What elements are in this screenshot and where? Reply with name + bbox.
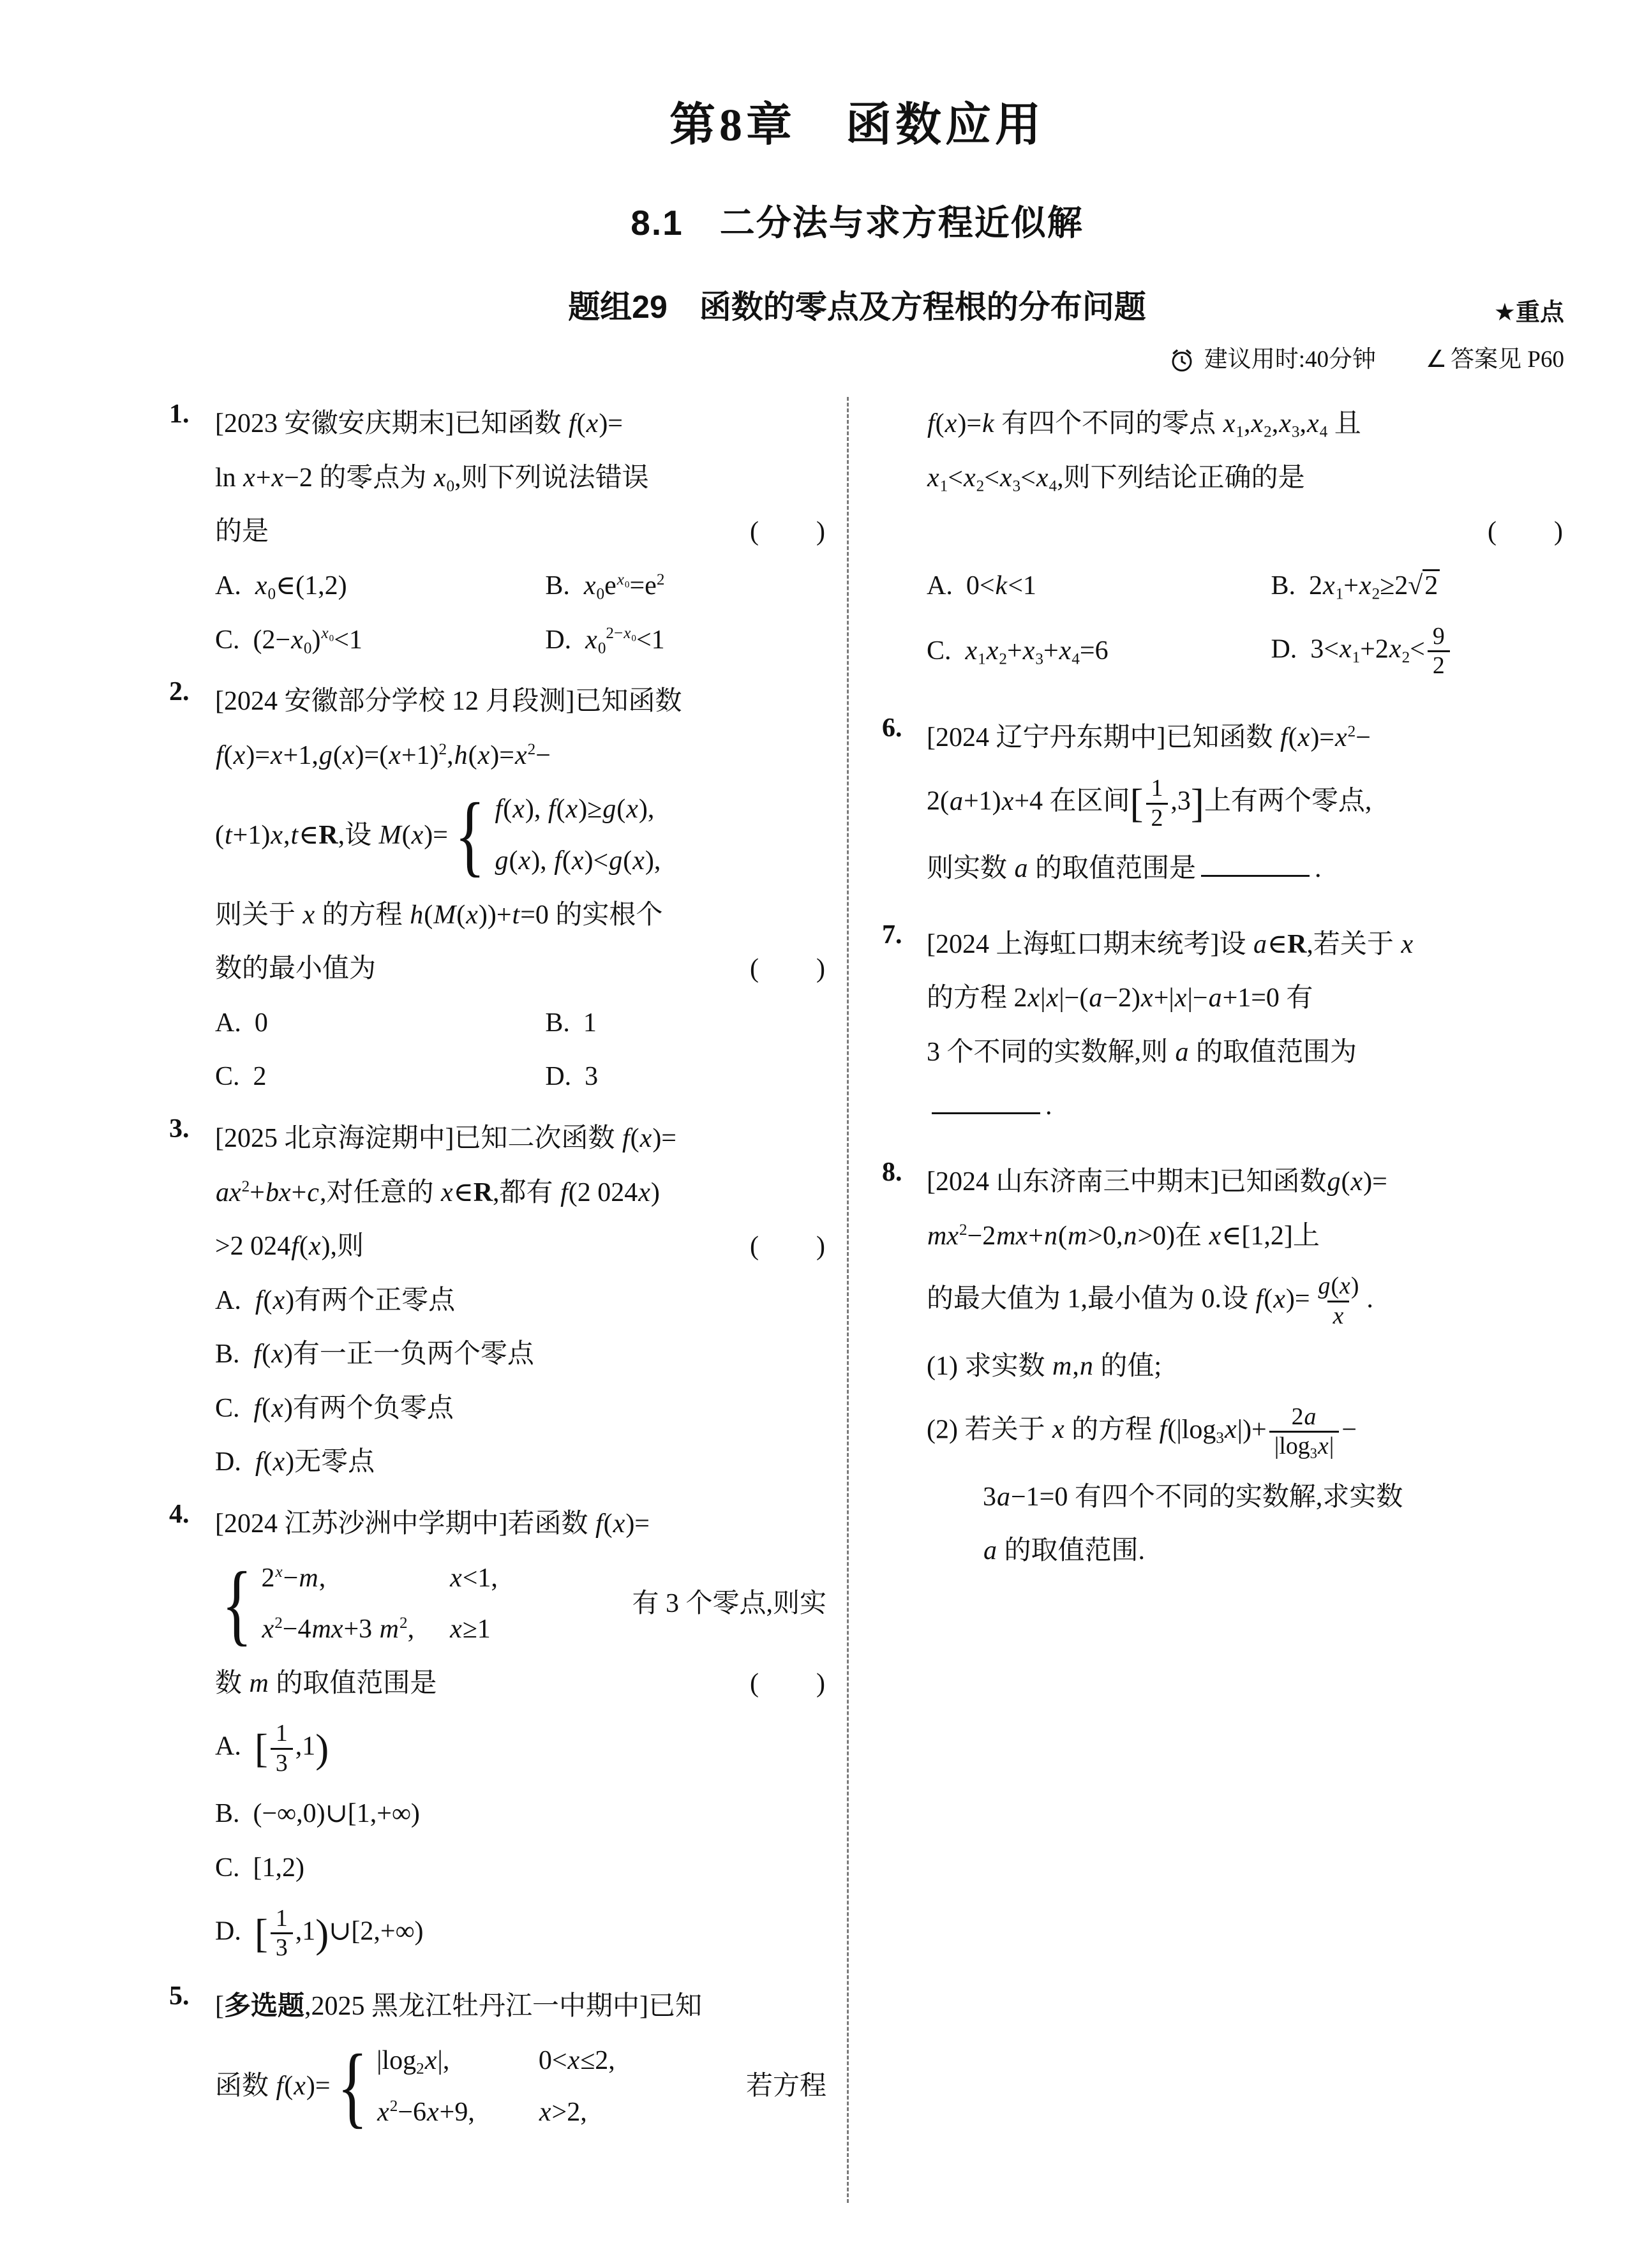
problem-line: [215, 2034, 826, 2139]
option-a: A. f(x)有两个正零点: [215, 1285, 456, 1315]
problem-body: [927, 918, 1564, 1133]
case-expression: $|\log_2x|$,: [377, 2046, 450, 2078]
option-d: D. f(x)无零点: [215, 1447, 375, 1477]
problem-body: [927, 711, 1564, 895]
column-right: [849, 397, 1564, 2203]
case-condition: x>2,: [539, 2097, 587, 2127]
section-title: 8.1 二分法与求方程近似解: [631, 202, 1084, 242]
problem-line: ln x+x−2 的零点为 $x_0$,则下列说法错误: [215, 463, 649, 495]
case-condition: x≥1: [450, 1615, 491, 1645]
problem-8: [882, 1155, 1564, 1578]
problem-line: $mx^2-2mx+n(m>0,n>0)$在 x∈[1,2]上: [927, 1221, 1320, 1251]
option-b: B. $2x_1+x_2\ge 2√2$: [1271, 569, 1564, 604]
answer-paren: ( ): [750, 517, 826, 547]
problem-number: 5.: [169, 1981, 190, 2011]
piecewise-cases: [331, 2035, 615, 2137]
problem-line: [2024 山东济南三中期末]已知函数g(x)=: [927, 1167, 1387, 1197]
options-row: [927, 559, 1564, 613]
problem-line: [2024 江苏沙洲中学期中]若函数 f(x)=: [215, 1509, 650, 1539]
option-d: D. 3: [545, 1062, 599, 1092]
problem-line: 则实数 a 的取值范围是 .: [927, 853, 1322, 883]
problem-body: [215, 397, 826, 667]
options-row: [927, 613, 1564, 690]
answer-paren: ( ): [750, 1232, 826, 1262]
problem-line: 3 个不同的实数解,则 a 的取值范围为: [927, 1037, 1357, 1067]
problem-6: [882, 711, 1564, 895]
problem-body: [927, 1155, 1564, 1578]
case-row: g(x), f(x)<g(x),: [495, 846, 661, 876]
problem-line: [多选题,2025 黑龙江牡丹江一中期中]已知: [215, 1990, 703, 2022]
problem-line: [215, 1220, 826, 1274]
problem-number: 8.: [882, 1157, 902, 1187]
option-d: D. [ $\frac{1}{3}$ ,1)∪[2,+∞): [215, 1904, 424, 1961]
problem-body: [215, 675, 826, 1104]
answer-paren: ( ): [750, 954, 826, 984]
problem-4: [150, 1497, 826, 1971]
problem-line: [2024 安徽部分学校 12 月段测]已知函数: [215, 687, 682, 717]
answer-angle-icon: ∠: [1426, 345, 1447, 373]
case-rows: [377, 2043, 615, 2130]
option-a: A. $x_0\in(1,2)$: [215, 571, 347, 603]
left-brace: {: [221, 1553, 253, 1654]
problem-number: 4.: [169, 1500, 190, 1530]
left-brace: {: [336, 2035, 368, 2137]
cases-suffix: 有 3 个零点,则实: [632, 1588, 826, 1618]
problem-line-text: 数的最小值为: [215, 954, 377, 984]
problem-line: [215, 1657, 826, 1711]
problem-line-text: >2 024f(x),则: [215, 1232, 364, 1262]
problem-line: 则关于 x 的方程 h(M(x))+t=0 的实根个: [215, 900, 663, 930]
option-c: C. f(x)有两个负零点: [215, 1393, 454, 1423]
group-title: 题组29 函数的零点及方程根的分布问题: [568, 289, 1146, 325]
problem-body: [215, 1497, 826, 1971]
problem-body: [215, 1979, 826, 2139]
problem-body: [215, 1112, 826, 1489]
problem-line: a 的取值范围.: [983, 1536, 1146, 1566]
cases-prefix: 函数 f(x)=: [215, 2071, 331, 2101]
problem-subpart-1: (1) 求实数 m,n 的值;: [927, 1352, 1161, 1382]
importance-label: 重点: [1515, 299, 1564, 326]
answer-paren: ( ): [1488, 517, 1564, 547]
problem-line: 3a−1=0 有四个不同的实数解,求实数: [983, 1482, 1403, 1512]
option-b: B. $x_0e^{x_0}=e^2$: [545, 571, 665, 603]
problem-line: .: [927, 1079, 1564, 1133]
case-expression: $x^2-4mx+3$ $m^2$,: [262, 1615, 415, 1645]
problem-line: $x_1<x_2<x_3<x_4$,则下列结论正确的是: [927, 463, 1305, 495]
problem-line: [215, 1551, 826, 1657]
left-brace: {: [454, 784, 486, 886]
clock-icon: [1169, 347, 1195, 373]
case-row: f(x), f(x)≥g(x),: [495, 795, 655, 824]
time-suggestion: 建议用时:40分钟: [1204, 346, 1376, 373]
problem-line: $f(x)=x+1,g(x)=(x+1)^2,h(x)=x^2-$: [216, 740, 551, 770]
case-rows: [262, 1561, 498, 1647]
problem-line: [215, 505, 826, 559]
problem-3: [150, 1112, 826, 1489]
cases-prefix: (t+1)x,t∈R,设 M(x)=: [215, 820, 448, 850]
option-a: A. [ $\frac{1}{3}$ ,1): [215, 1720, 329, 1777]
answer-reference-text: 答案见 P60: [1451, 347, 1564, 373]
importance-badge: [1494, 297, 1564, 329]
problem-number: 3.: [169, 1114, 190, 1144]
problem-line: [2023 安徽安庆期末]已知函数 f(x)=: [215, 409, 623, 439]
problem-7: [882, 918, 1564, 1133]
answer-reference: [1426, 344, 1564, 375]
problem-line: [215, 782, 826, 888]
option-b: B. f(x)有一正一负两个零点: [215, 1339, 534, 1369]
options-row: [215, 996, 826, 1050]
case-condition: 0<x≤2,: [538, 2046, 615, 2076]
problem-5: [150, 1979, 826, 2139]
problem-line: 2(a+1)x+4 在区间[ $\frac{1}{2}$ ,3]上有两个零点,: [927, 775, 1372, 832]
problem-number: 1.: [169, 399, 190, 429]
piecewise-cases: [215, 1553, 498, 1654]
problem-line-text: 的是: [215, 517, 269, 547]
problem-line: 的方程 2x|x|−(a−2)x+|x|−a+1=0 有: [927, 983, 1313, 1013]
content-columns: [150, 397, 1564, 2203]
problem-line: $ax^2+bx+c$,对任意的 x∈R,都有 f(2 024x): [216, 1177, 660, 1207]
problem-line: [2025 北京海淀期中]已知二次函数 f(x)=: [215, 1123, 676, 1153]
column-left: [150, 397, 826, 2203]
problem-2: [150, 675, 826, 1104]
meta-row: [150, 344, 1564, 375]
problem-line: 的最大值为 1,最小值为 0.设 f(x)= $\frac{g(x)}{x}$ .: [927, 1272, 1373, 1329]
star-icon: ★: [1493, 297, 1516, 326]
option-b: B. 1: [545, 1008, 597, 1038]
case-rows: [495, 792, 661, 878]
chapter-title: 第8章 函数应用: [669, 100, 1045, 151]
problem-line: f(x)=k 有四个不同的零点 $x_1,x_2,x_3,x_4$ 且: [927, 409, 1361, 441]
case-condition: x<1,: [450, 1563, 498, 1593]
problem-line: [215, 942, 826, 996]
option-a: A. 0: [215, 1008, 268, 1038]
answer-paren: ( ): [750, 1668, 826, 1698]
problem-number: 2.: [169, 677, 190, 707]
piecewise-cases: [448, 784, 661, 886]
problem-line: [2024 上海虹口期末统考]设 a∈R,若关于 x: [927, 929, 1414, 959]
option-c: C. $(2-x_0)^{x_0}<1$: [215, 625, 362, 657]
option-c: C. 2: [215, 1062, 267, 1092]
option-d: D. $3<x_1+2x_2<$ $\frac{9}{2}$: [1271, 623, 1564, 680]
option-a: A. 0<k<1: [927, 571, 1036, 601]
problem-subpart-2: (2) 若关于 x 的方程 $f(|\log_3x|)+$ $\frac{2a}{|\log_3x|}$ −: [927, 1403, 1357, 1461]
problem-number: 6.: [882, 713, 902, 743]
problem-line: [927, 505, 1564, 559]
case-expression: $2^x-m$,: [261, 1563, 326, 1593]
problem-1: [150, 397, 826, 667]
problem-number: 7.: [882, 920, 902, 950]
case-expression: $x^2-6x+9$,: [377, 2097, 475, 2127]
options-row: [215, 1050, 826, 1104]
option-c: C. $x_1x_2+x_3+x_4=6$: [927, 636, 1109, 668]
cases-suffix: 若方程: [745, 2071, 826, 2101]
option-d: D. $x_0^{2-x_0}<1$: [545, 625, 665, 657]
group-title-row: [150, 287, 1564, 329]
problem-line: [2024 辽宁丹东期中]已知函数 $f(x)=x^2-$: [927, 723, 1371, 753]
problem-5-continued: [882, 397, 1564, 689]
option-c: C. [1,2): [215, 1853, 304, 1883]
options-row: [215, 613, 826, 668]
problem-line-text: 数 m 的取值范围是: [215, 1668, 437, 1698]
options-row: [215, 559, 826, 613]
problem-body: [927, 397, 1564, 689]
option-b: B. (−∞,0)∪[1,+∞): [215, 1799, 420, 1829]
